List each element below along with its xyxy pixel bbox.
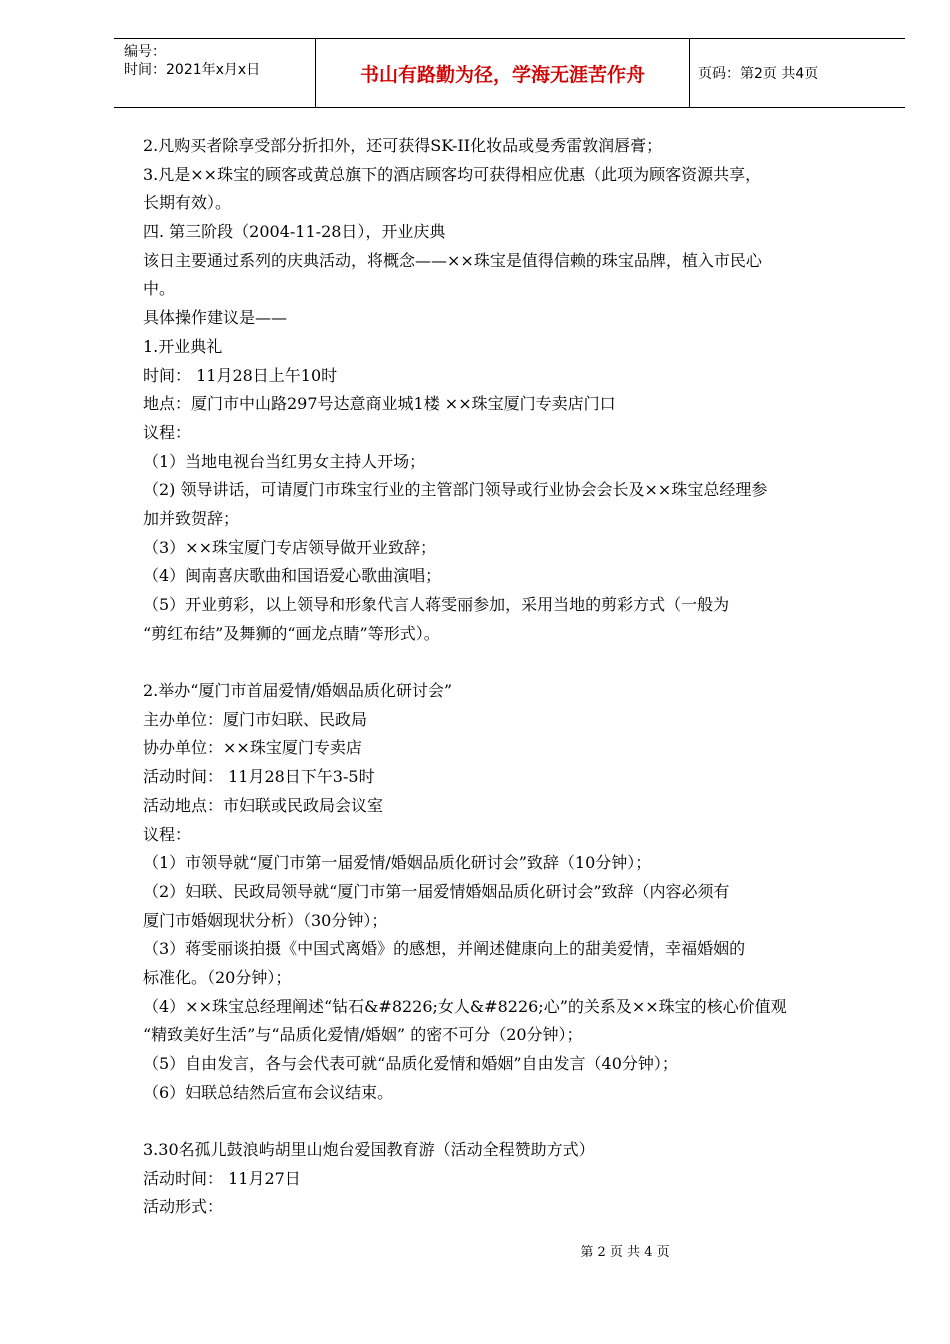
text-line: “剪红布结”及舞狮的“画龙点睛”等形式）。 bbox=[143, 623, 440, 643]
text-line: 活动时间： 11月28日下午3-5时 bbox=[143, 767, 375, 787]
blank-line bbox=[143, 1107, 883, 1136]
text-line: 活动时间： 11月27日 bbox=[143, 1168, 301, 1188]
text-line: 该日主要通过系列的庆典活动，将概念——××珠宝是值得信赖的珠宝品牌，植入市民心 bbox=[143, 250, 762, 270]
text-line: （2) 领导讲话，可请厦门市珠宝行业的主管部门领导或行业协会会长及××珠宝总经理参 bbox=[143, 480, 768, 500]
text-line: （3）××珠宝厦门专店领导做开业致辞； bbox=[143, 537, 436, 557]
text-line: 1.开业典礼 bbox=[143, 336, 223, 356]
text-line: 具体操作建议是—— bbox=[143, 308, 288, 328]
text-line: 议程： bbox=[143, 824, 192, 844]
text-line: （1）市领导就“厦门市第一届爱情/婚姻品质化研讨会”致辞（10分钟）； bbox=[143, 853, 652, 873]
text-line: （5）自由发言，各与会代表可就“品质化爱情和婚姻”自由发言（40分钟）； bbox=[143, 1054, 678, 1073]
text-line: 长期有效）。 bbox=[143, 193, 232, 213]
blank-line bbox=[143, 648, 883, 677]
date-label: 时间：2021年x月x日 bbox=[124, 62, 261, 78]
text-line: 活动形式： bbox=[143, 1197, 224, 1217]
header-meta-cell bbox=[114, 39, 316, 107]
header-motto: 书山有路勤为径，学海无涯苦作舟 bbox=[359, 64, 645, 86]
header-page-cell bbox=[690, 39, 905, 107]
document-body bbox=[143, 132, 883, 1222]
text-line: 时间： 11月28日上午10时 bbox=[143, 365, 338, 385]
text-line: 主办单位：厦门市妇联、民政局 bbox=[143, 709, 368, 729]
text-line: （4）闽南喜庆歌曲和国语爱心歌曲演唱； bbox=[143, 566, 442, 586]
text-line: 厦门市婚姻现状分析）（30分钟）； bbox=[143, 910, 388, 930]
text-line: （6）妇联总结然后宣布会议结束。 bbox=[143, 1082, 394, 1102]
header-page-code: 页码：第2页 共4页 bbox=[698, 66, 819, 82]
text-line: 四. 第三阶段（2004-11-28日），开业庆典 bbox=[143, 222, 446, 242]
text-line: 2.举办“厦门市首届爱情/婚姻品质化研讨会” bbox=[143, 681, 453, 701]
text-line: 加并致贺辞； bbox=[143, 508, 240, 528]
text-line: （3）蒋雯丽谈拍摄《中国式离婚》的感想，并阐述健康向上的甜美爱情，幸福婚姻的 bbox=[143, 939, 746, 959]
page-footer: 第 2 页 共 4 页 bbox=[580, 1245, 670, 1260]
text-line: （2）妇联、民政局领导就“厦门市第一届爱情婚姻品质化研讨会”致辞（内容必须有 bbox=[143, 881, 730, 901]
text-line: （1）当地电视台当红男女主持人开场； bbox=[143, 451, 426, 471]
text-line: “精致美好生活”与“品质化爱情/婚姻” 的密不可分（20分钟）； bbox=[143, 1025, 583, 1045]
text-line: 3.30名孤儿鼓浪屿胡里山炮台爱国教育游（活动全程赞助方式） bbox=[143, 1140, 595, 1160]
text-line: 协办单位：××珠宝厦门专卖店 bbox=[143, 738, 362, 758]
text-line: （5）开业剪彩，以上领导和形象代言人蒋雯丽参加，采用当地的剪彩方式（一般为 bbox=[143, 595, 730, 614]
text-line: 议程： bbox=[143, 422, 192, 442]
text-line: 地点：厦门市中山路297号达意商业城1楼 ××珠宝厦门专卖店门口 bbox=[143, 394, 616, 414]
text-line: 2.凡购买者除享受部分折扣外，还可获得SK-II化妆品或曼秀雷敦润唇膏； bbox=[143, 136, 663, 155]
text-line: 活动地点：市妇联或民政局会议室 bbox=[143, 795, 384, 815]
text-line: 3.凡是××珠宝的顾客或黄总旗下的酒店顾客均可获得相应优惠（此项为顾客资源共享， bbox=[143, 164, 762, 184]
text-line: （4）××珠宝总经理阐述“钻石&#8226;女人&#8226;心”的关系及××珠宝的核心价值观 bbox=[143, 996, 787, 1016]
text-line: 中。 bbox=[143, 279, 176, 299]
text-line: 标准化。（20分钟）； bbox=[143, 967, 292, 987]
page-header bbox=[114, 38, 905, 108]
header-motto-cell bbox=[316, 39, 690, 107]
serial-number-label: 编号： bbox=[124, 44, 166, 60]
